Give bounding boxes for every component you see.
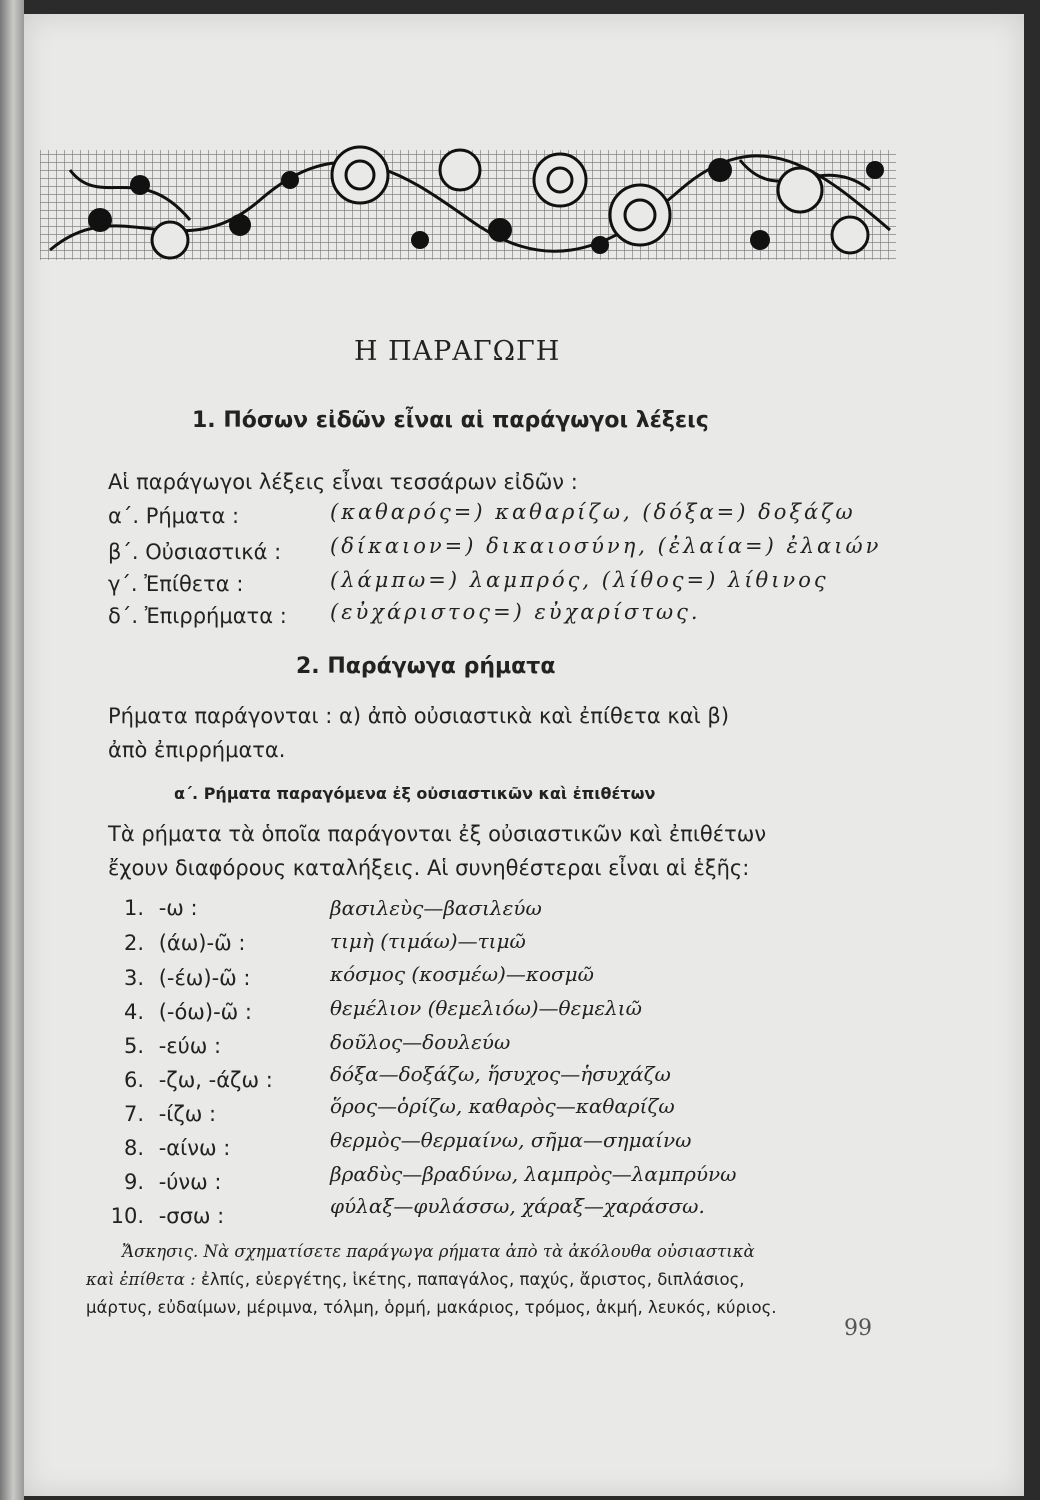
suffix-example: κόσμος (κοσμέω)—κοσμῶ — [330, 962, 594, 986]
suffix-number: 2. — [123, 931, 144, 955]
suffix-example: ὅρος—ὁρίζω, καθαρὸς—καθαρίζω — [330, 1094, 675, 1118]
suffix-ending: -ίζω : — [158, 1102, 217, 1126]
suffix-number: 8. — [123, 1136, 144, 1160]
suffix-row — [108, 1170, 221, 1194]
suffix-ending: (άω)-ῶ : — [158, 931, 246, 955]
suffix-number: 4. — [123, 1000, 144, 1024]
suffix-ending: (-όω)-ῶ : — [158, 1000, 252, 1024]
category-label: γ΄. Ἐπίθετα : — [108, 572, 244, 596]
suffix-example: δόξα—δοξάζω, ἥσυχος—ἡσυχάζω — [330, 1062, 671, 1086]
suffix-row — [108, 1204, 224, 1228]
suffix-row — [108, 1000, 252, 1024]
exercise-prompt: Ἄσκησις. Νὰ σχηματίσετε παράγωγα ρήματα ἀπὸ τὰ ἀκόλουθα οὐσιαστικὰ — [122, 1242, 755, 1261]
section-heading-1: 1. Πόσων εἰδῶν εἶναι αἱ παράγωγοι λέξεις — [192, 408, 709, 433]
suffix-number: 5. — [123, 1034, 144, 1058]
floral-ornament-banner — [40, 130, 896, 270]
suffix-example: βασιλεὺς—βασιλεύω — [330, 896, 542, 920]
category-examples: (δίκαιον=) δικαιοσύνη, (ἐλαία=) ἐλαιών — [330, 534, 882, 558]
suffix-example: θερμὸς—θερμαίνω, σῆμα—σημαίνω — [330, 1128, 692, 1152]
section1-intro: Αἱ παράγωγοι λέξεις εἶναι τεσσάρων εἰδῶν : — [108, 470, 578, 494]
category-examples: (λάμπω=) λαμπρός, (λίθος=) λίθινος — [330, 568, 829, 592]
section2-paragraph-line: ἀπὸ ἐπιρρήματα. — [108, 738, 286, 762]
suffix-row — [108, 966, 251, 990]
suffix-number: 9. — [123, 1170, 144, 1194]
suffix-example: δοῦλος—δουλεύω — [330, 1030, 511, 1054]
suffix-number: 1. — [123, 896, 144, 920]
book-spine — [0, 0, 24, 1500]
subsection-paragraph-line: Τὰ ρήματα τὰ ὁποῖα παράγονται ἐξ οὐσιαστικῶν καὶ ἐπιθέτων — [108, 822, 767, 846]
suffix-example: βραδὺς—βραδύνω, λαμπρὸς—λαμπρύνω — [330, 1162, 737, 1186]
suffix-number: 6. — [123, 1068, 144, 1092]
subsection-heading: α΄. Ρήματα παραγόμενα ἐξ οὐσιαστικῶν καὶ ἐπιθέτων — [174, 784, 656, 803]
category-examples: (εὐχάριστος=) εὐχαρίστως. — [330, 600, 701, 624]
category-label: δ΄. Ἐπιρρήματα : — [108, 604, 287, 628]
suffix-ending: (-έω)-ῶ : — [158, 966, 251, 990]
section2-paragraph-line: Ρήματα παράγονται : α) ἀπὸ οὐσιαστικὰ καὶ ἐπίθετα καὶ β) — [108, 704, 730, 728]
page-title: Η ΠΑΡΑΓΩΓΗ — [354, 336, 561, 367]
category-label: α΄. Ρήματα : — [108, 504, 240, 528]
exercise-line: μάρτυς, εὐδαίμων, μέριμνα, τόλμη, ὁρμή, μακάριος, τρόμος, ἀκμή, λευκός, κύριος. — [86, 1298, 777, 1317]
suffix-example: τιμὴ (τιμάω)—τιμῶ — [330, 929, 526, 953]
page-number: 99 — [844, 1316, 872, 1341]
section-heading-2: 2. Παράγωγα ρήματα — [296, 654, 556, 679]
suffix-ending: -αίνω : — [158, 1136, 231, 1160]
suffix-row — [108, 1102, 216, 1126]
suffix-row — [108, 1136, 230, 1160]
suffix-ending: -ζω, -άζω : — [158, 1068, 273, 1092]
book-page — [24, 14, 1024, 1496]
suffix-ending: -σσω : — [158, 1204, 225, 1228]
suffix-row — [108, 931, 245, 955]
exercise-word-list: ἐλπίς, εὐεργέτης, ἱκέτης, παπαγάλος, παχύς, ἄριστος, διπλάσιος, — [200, 1270, 745, 1289]
suffix-number: 10. — [110, 1204, 144, 1228]
suffix-example: φύλαξ—φυλάσσω, χάραξ—χαράσσω. — [330, 1194, 705, 1218]
suffix-number: 7. — [123, 1102, 144, 1126]
subsection-paragraph-line: ἔχουν διαφόρους καταλήξεις. Αἱ συνηθέστεραι εἶναι αἱ ἑξῆς: — [108, 856, 750, 880]
exercise-prompt-end: καὶ ἐπίθετα : — [86, 1270, 196, 1289]
suffix-ending: -ω : — [158, 896, 198, 920]
suffix-row — [108, 1068, 273, 1092]
suffix-ending: -εύω : — [158, 1034, 222, 1058]
exercise-line — [122, 1242, 755, 1261]
exercise-line — [86, 1270, 745, 1289]
category-label: β΄. Οὐσιαστικά : — [108, 540, 282, 564]
suffix-number: 3. — [123, 966, 144, 990]
category-examples: (καθαρός=) καθαρίζω, (δόξα=) δοξάζω — [330, 500, 856, 524]
suffix-ending: -ύνω : — [158, 1170, 222, 1194]
suffix-example: θεμέλιον (θεμελιόω)—θεμελιῶ — [330, 996, 642, 1020]
suffix-row — [108, 896, 198, 920]
suffix-row — [108, 1034, 221, 1058]
